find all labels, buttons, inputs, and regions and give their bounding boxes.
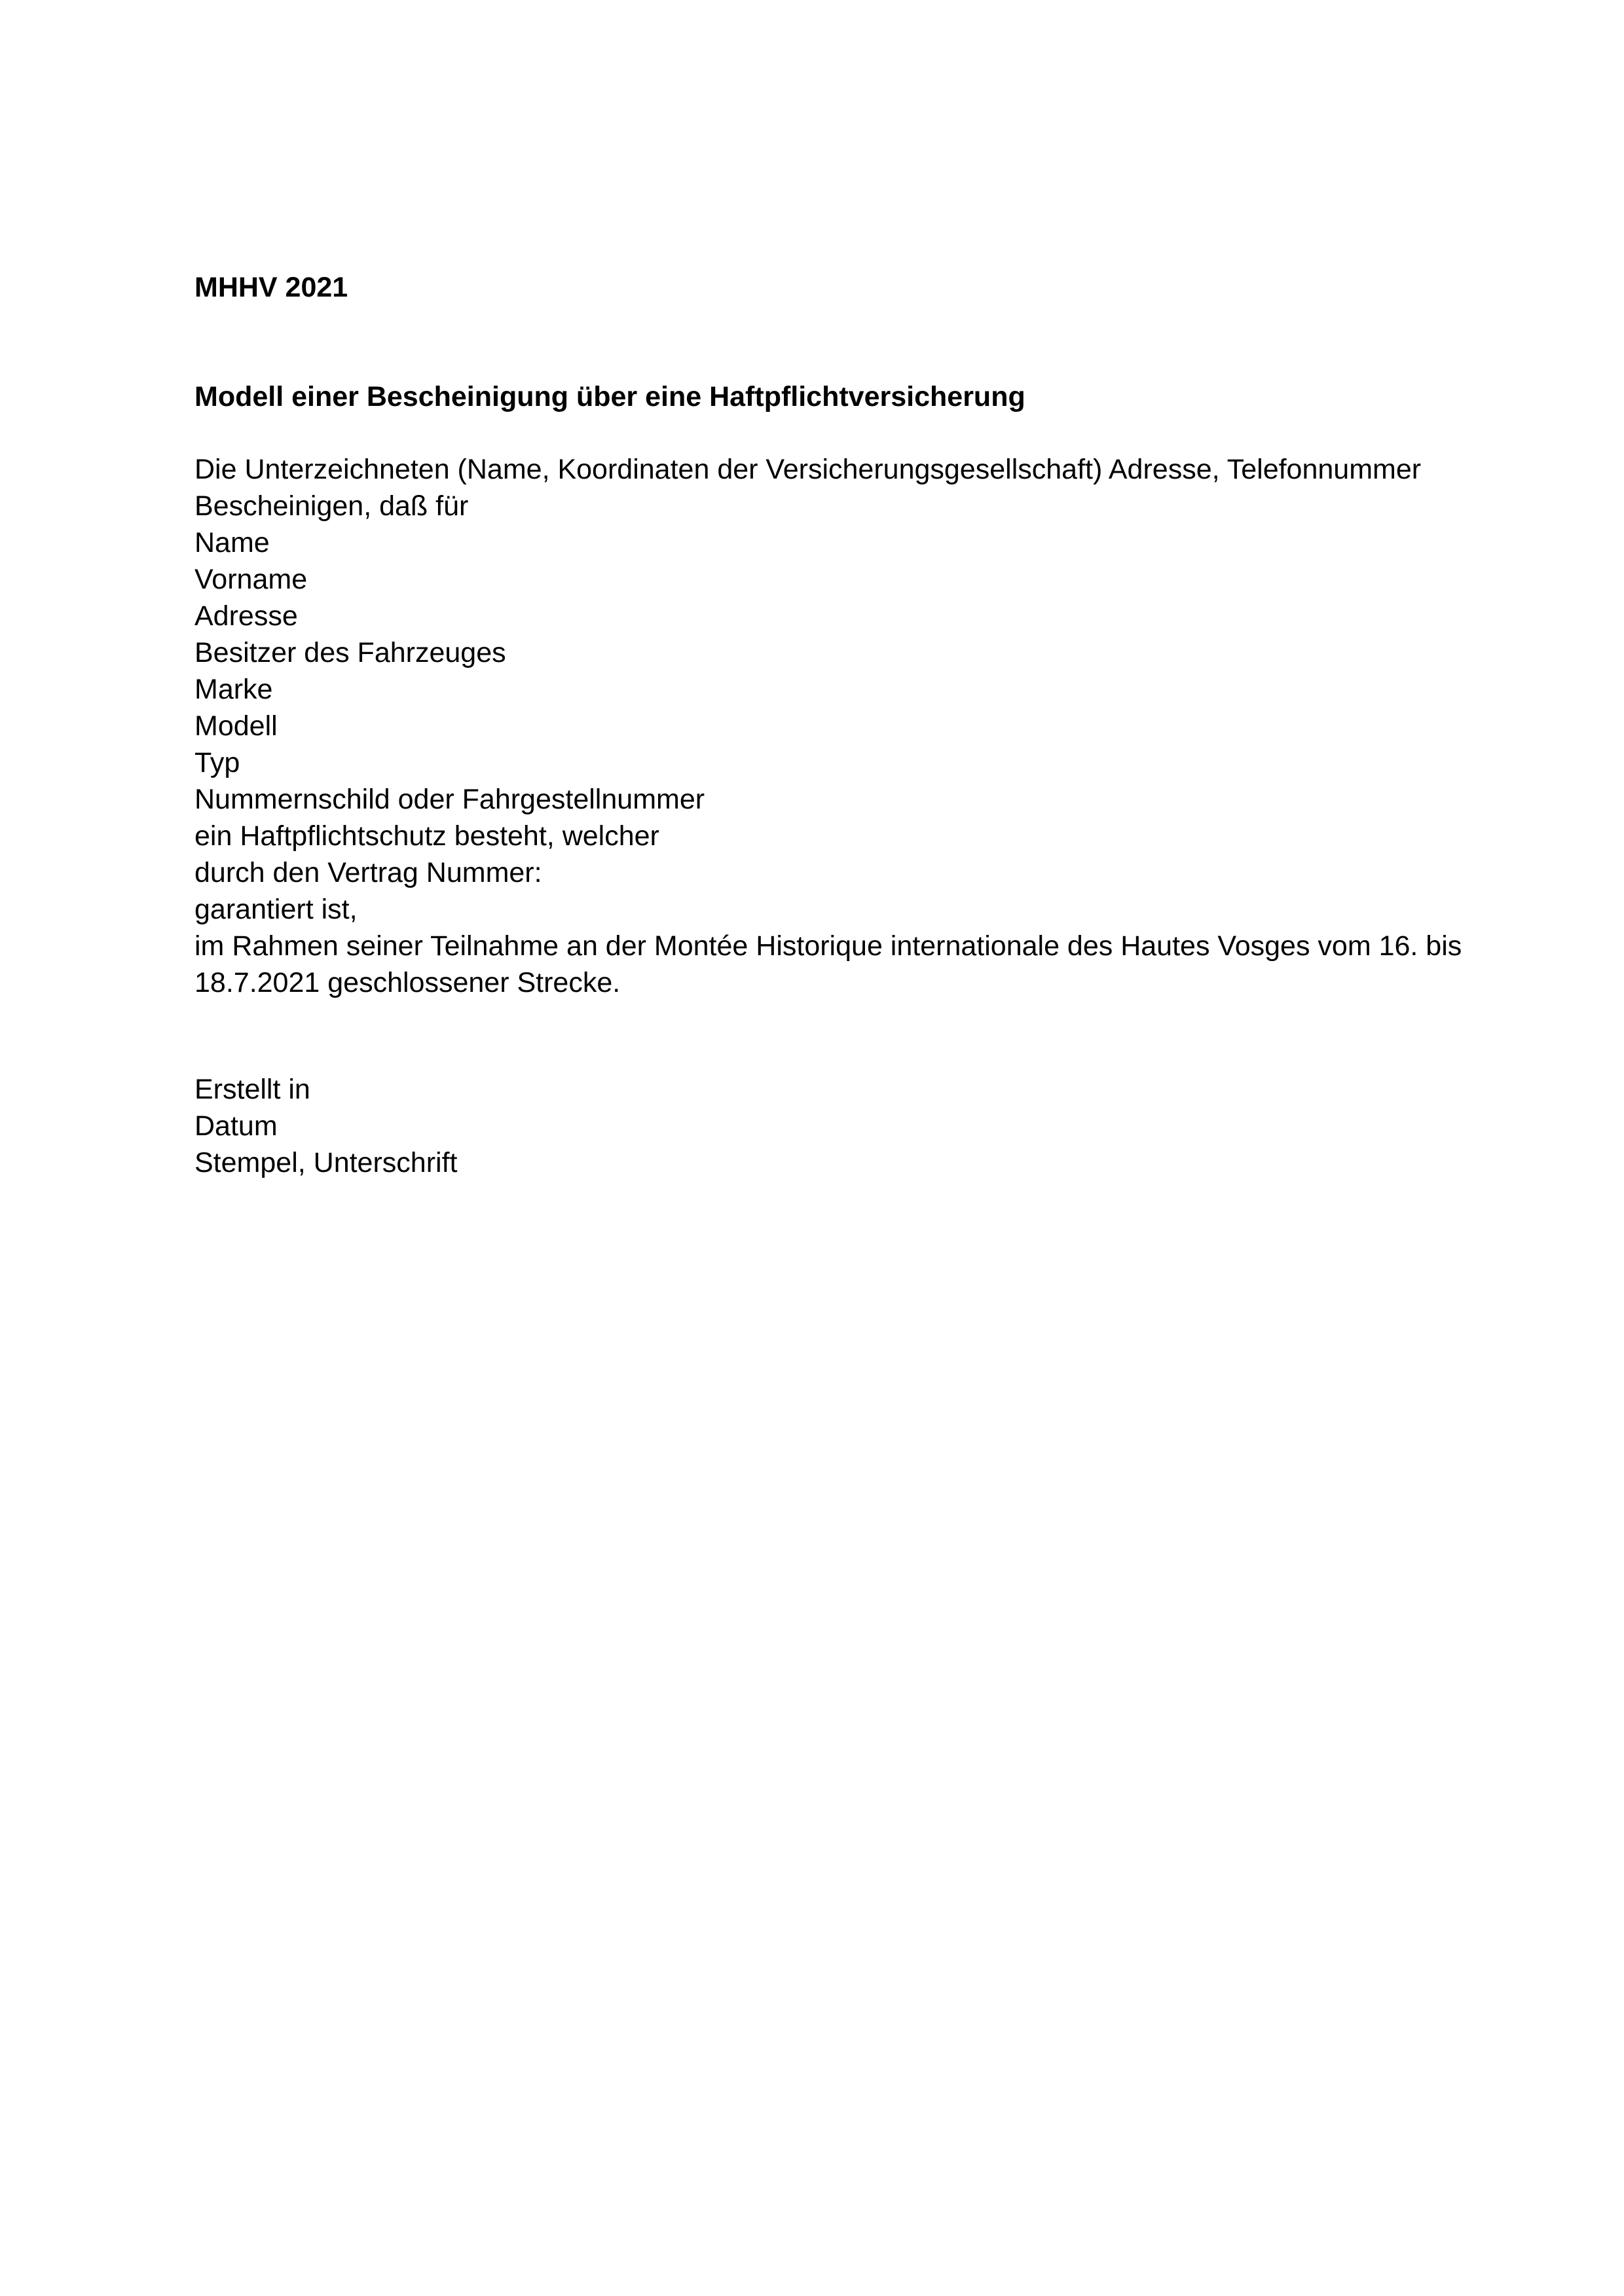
field-label-model: Modell bbox=[194, 710, 278, 742]
field-label-vehicle-owner: Besitzer des Fahrzeuges bbox=[194, 637, 506, 668]
field-label-date: Datum bbox=[194, 1110, 278, 1142]
field-label-stamp-signature: Stempel, Unterschrift bbox=[194, 1147, 458, 1178]
certificate-closing bbox=[194, 1071, 1439, 1181]
field-label-contract-number: durch den Vertrag Nummer: bbox=[194, 857, 542, 888]
certificate-body bbox=[194, 451, 1462, 1001]
document-heading: Modell einer Bescheinigung über eine Haftpflichtversicherung bbox=[194, 381, 1025, 412]
body-line-intro: Die Unterzeichneten (Name, Koordinaten der Versicherungsgesellschaft) Adresse, Telefonnummer bbox=[194, 454, 1422, 485]
field-label-type: Typ bbox=[194, 747, 240, 778]
body-line-event-date: 18.7.2021 geschlossener Strecke. bbox=[194, 967, 621, 998]
body-line-coverage: ein Haftpflichtschutz besteht, welcher bbox=[194, 820, 659, 852]
document-code: MHHV 2021 bbox=[194, 272, 348, 303]
field-label-make: Marke bbox=[194, 674, 273, 705]
field-label-address: Adresse bbox=[194, 600, 298, 632]
field-label-plate-or-vin: Nummernschild oder Fahrgestellnummer bbox=[194, 784, 705, 815]
body-line-certify: Bescheinigen, daß für bbox=[194, 490, 469, 522]
field-label-name: Name bbox=[194, 527, 270, 558]
body-line-guaranteed: garantiert ist, bbox=[194, 894, 358, 925]
field-label-first-name: Vorname bbox=[194, 564, 308, 595]
field-label-place: Erstellt in bbox=[194, 1074, 310, 1105]
body-line-event: im Rahmen seiner Teilnahme an der Montée Historique internationale des Hautes Vosges vom 16. bis bbox=[194, 930, 1462, 962]
